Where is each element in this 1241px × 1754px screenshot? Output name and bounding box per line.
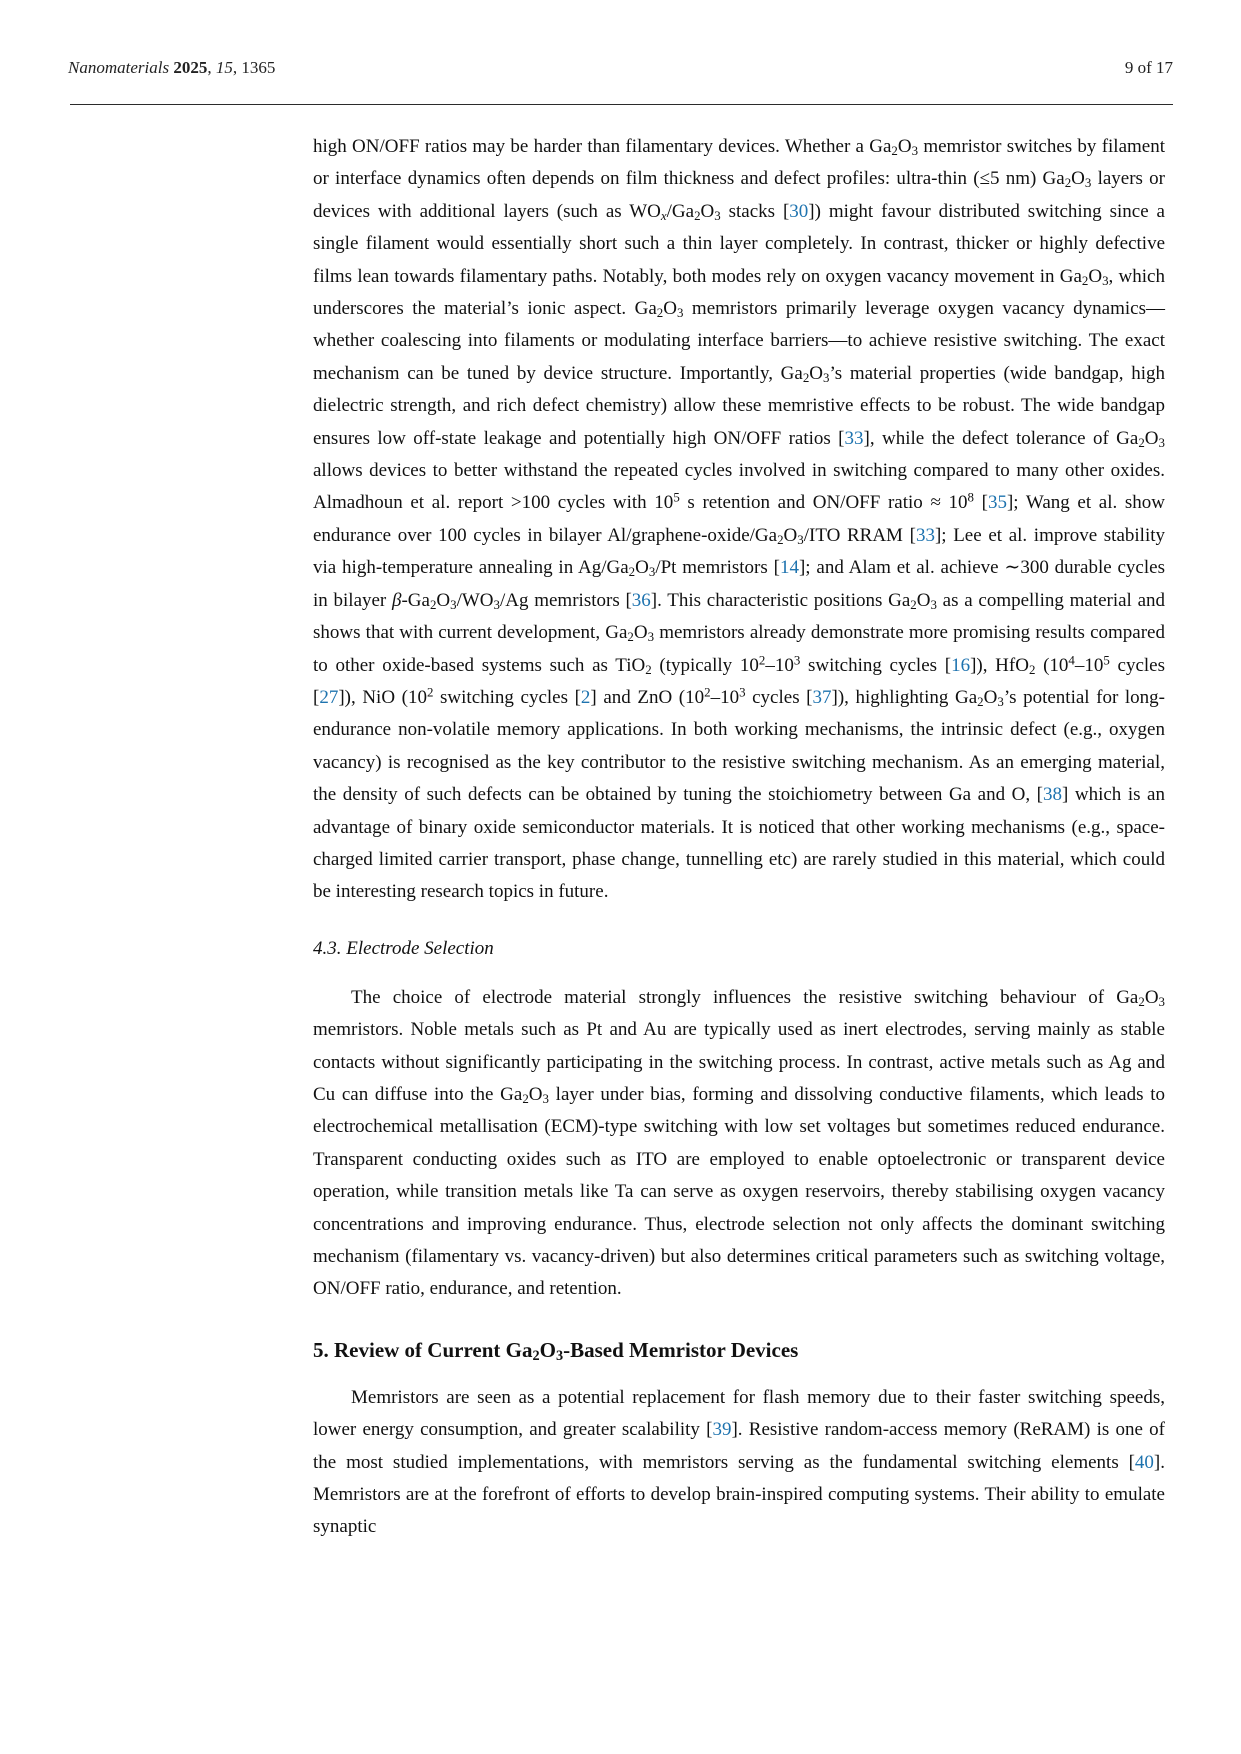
text-run: O [809,362,823,384]
text-run: 3 [1158,993,1165,1009]
citation-link[interactable]: 16 [951,654,971,676]
text-run: 2 [532,1347,540,1364]
text-run: 2 [704,684,711,700]
text-run: O [983,686,998,708]
text-run: /ITO RRAM [ [803,524,916,546]
text-run: memristor switches by filament or interface dynamics often depends on film thickness and defect profiles: ultra-thin (≤5 nm) Ga [313,136,1166,190]
text-run: ]; Lee et al. improve stability via high-temperature annealing in Ag/Ga [313,524,1166,579]
text-run: (10 [1035,654,1069,676]
text-run: /Ga [666,200,695,222]
text-run: s retention and ON/OFF ratio ≈ 10 [679,492,968,514]
text-run: 3 [911,142,919,158]
text-run: Memristors are seen as a potential replacement for flash memory due to their faster switching speeds, lower energy consumption, and greater scalability [ [313,1386,1165,1441]
text-run: 2 [1138,993,1145,1009]
text-run: /Pt memristors [ [655,557,780,579]
text-run: cycles [ [745,686,813,708]
text-run: O [700,200,715,222]
text-run: 4.3. Electrode Selection [313,937,494,959]
text-run: Nanomaterials [68,58,170,77]
text-run: –10 [1074,654,1104,676]
text-run: 2 [645,661,652,677]
text-run: 15 [215,58,233,77]
text-run: ]. This characteristic positions Ga [650,589,911,611]
text-run: 3 [1158,434,1165,450]
text-run: 3 [793,652,801,668]
text-run: 3 [930,596,937,612]
text-run: 3 [542,1090,549,1106]
text-run: ] which is an advantage of binary oxide semiconductor materials. It is noticed that other working mechanisms (e.g., space-charged limited carrier transport, phase change, tunnelling etc) are rarely studied in this material, which could be interesting research topics in future. [313,784,1165,903]
page-body [313,131,1165,1544]
citation-link[interactable]: 2 [580,686,591,708]
text-run: 3 [714,207,721,223]
text-run: ]; and Alam et al. achieve ∼300 durable cycles in bilayer [313,557,1165,611]
text-run: 2 [1064,175,1072,191]
text-run: O [1088,265,1103,287]
text-run: 4 [1068,652,1075,668]
text-run: ]) might favour distributed switching since a single filament would essentially short such a thin layer completely. In contrast, thicker or highly defective films lean towards filamentary paths. Notably, both modes rely on oxygen vacancy movement in Ga [313,200,1165,287]
text-run: 3 [823,369,830,385]
text-run: 2 [758,652,766,668]
text-run: O [1144,427,1159,449]
text-run: 3 [1102,272,1109,288]
text-run: -Ga [401,589,430,611]
running-header [68,58,1173,78]
text-run: /Ag memristors [ [499,589,632,611]
text-run: ] and ZnO (10 [590,686,705,708]
text-run: 2 [1081,272,1089,288]
text-run: 2 [426,684,434,700]
text-run: stacks [ [720,200,790,222]
text-run: 5 [1103,652,1110,668]
text-run: memristors already demonstrate more promising results compared to other oxide-based systems such as TiO [313,622,1165,676]
citation-link[interactable]: 40 [1134,1451,1154,1473]
text-run: O [1071,168,1085,190]
text-run: 2 [777,531,784,547]
text-run: ]; Wang et al. show endurance over 100 cycles in bilayer Al/graphene-oxide/Ga [313,492,1166,546]
text-run: β [392,589,402,611]
citation-link[interactable]: 35 [987,492,1007,514]
text-run: O [528,1083,543,1105]
text-run: 3 [739,684,746,700]
text-run: memristors primarily leverage oxygen vacancy dynamics—whether coalescing into filaments or modulating interface barriers—to achieve resistive switching. The exact mechanism can be tuned by device structure. Importantly, Ga [313,298,1165,384]
text-run: O [539,1337,556,1362]
text-run: allows devices to better withstand the repeated cycles involved in switching compared to many other oxides. Almadhoun et al. report >100 cycles with 10 [313,460,1165,514]
citation-link[interactable]: 36 [631,589,651,611]
page-number: 9 of 17 [1124,58,1173,77]
text-run: cycles [ [313,654,1165,708]
text-run: switching cycles [ [800,654,952,676]
text-run: high ON/OFF ratios may be harder than filamentary devices. Whether a Ga [313,136,892,157]
text-run: 3 [648,564,656,580]
subsection-heading-electrode-selection [313,933,1165,965]
text-run: 5. Review of Current Ga [313,1337,533,1362]
text-run: O [635,557,649,579]
text-run: -Based Memristor Devices [563,1337,799,1362]
text-run: (typically 10 [651,654,759,676]
paragraph-switching-mechanisms [313,131,1165,909]
text-run: 3 [555,1347,564,1364]
text-run: 3 [493,596,500,612]
text-run: ]. Memristors are at the forefront of efforts to develop brain-inspired computing systems. Their ability to emulate synaptic [313,1451,1165,1538]
text-run: –10 [710,686,740,708]
text-run: 2 [656,304,664,320]
text-run: 3 [797,531,804,547]
text-run: x [660,207,667,223]
text-run: 2 [977,693,984,709]
text-run: 2 [1028,661,1036,677]
text-run: 3 [997,693,1004,709]
citation-link[interactable]: 30 [789,200,809,222]
journal-citation [68,58,275,78]
text-run: 3 [647,628,655,644]
text-run: 5 [673,490,680,506]
text-run: O [436,589,451,611]
citation-link[interactable]: 38 [1042,784,1062,806]
text-run: [ [974,492,988,514]
text-run: O [916,589,931,611]
text-run: 2 [694,207,701,223]
citation-link[interactable]: 33 [915,524,935,546]
text-run: layer under bias, forming and dissolving conductive filaments, which leads to electrochemical metallisation (ECM)-type switching with low set voltages but sometimes reduced endurance. Transparent conducting oxides such as ITO are employed to enable optoelectronic or transparent device operation, while transition metals like Ta can serve as oxygen reservoirs, thereby stabilising oxygen vacancy concentrations and improving endurance. Thus, electrode selection not only affects the dominant switching mechanism (filamentary vs. vacancy-driven) but also determines critical parameters such as switching voltage, ON/OFF ratio, endurance, and retention. [313,1083,1165,1300]
text-run: 2 [429,596,437,612]
header-divider [70,104,1173,105]
text-run: ’s material properties (wide bandgap, high dielectric strength, and rich defect chemistry) allow these memristive effects to be robust. The wide bandgap ensures low off-state leakage and potentially high ON/OFF ratios [ [313,362,1165,449]
text-run: , [207,58,216,77]
text-run: The choice of electrode material strongly influences the resistive switching behaviour of Ga [351,986,1139,1008]
text-run: switching cycles [ [433,686,581,708]
text-run: O [1144,986,1159,1008]
text-run: , 1365 [232,58,276,77]
paragraph-memristor-review [313,1382,1165,1544]
text-run: as a compelling material and shows that with current development, Ga [313,589,1166,644]
section-heading-review-devices [313,1333,1165,1367]
citation-link[interactable]: 39 [712,1419,732,1441]
text-run: , which underscores the material’s ionic aspect. Ga [313,265,1165,320]
text-run: O [663,298,677,320]
text-run: 2025 [173,58,208,77]
text-run: ], while the defect tolerance of Ga [863,427,1139,449]
text-run: ]. Resistive random-access memory (ReRAM) is one of the most studied implementations, with memristors serving as the fundamental switching elements [ [313,1419,1165,1473]
text-run: 2 [910,596,917,612]
text-run: ]), HfO [970,654,1029,676]
text-run: ]), highlighting Ga [831,686,978,708]
text-run: 2 [522,1090,529,1106]
text-run: 3 [1084,175,1092,191]
citation-link[interactable]: 33 [844,427,864,449]
citation-link[interactable]: 27 [319,686,339,708]
text-run: /WO [456,589,494,611]
text-run: 2 [802,369,810,385]
text-run: 2 [891,142,898,158]
text-run: –10 [765,654,794,676]
text-run: O [783,524,798,546]
citation-link[interactable]: 14 [779,557,799,579]
text-run: O [897,136,912,157]
text-run: ]), NiO (10 [338,686,427,708]
text-run: ’s potential for long-endurance non-volatile memory applications. In both working mechanisms, the intrinsic defect (e.g., oxygen vacancy) is recognised as the key contributor to the resistive switching mechanism. As an emerging material, the density of such defects can be obtained by tuning the stoichiometry between Ga and O, [ [313,686,1166,806]
text-run: memristors. Noble metals such as Pt and Au are typically used as inert electrodes, serving mainly as stable contacts without significantly participating in the switching process. In contrast, active metals such as Ag and Cu can diffuse into the Ga [313,1019,1165,1105]
text-run: 2 [1138,434,1145,450]
paragraph-electrode-selection [313,982,1165,1306]
text-run: 2 [627,628,634,644]
text-run: layers or devices with additional layers (such as WO [313,168,1165,222]
text-run: 2 [628,564,636,580]
text-run: O [633,622,648,644]
text-run: 3 [676,304,684,320]
citation-link[interactable]: 37 [812,686,832,708]
text-run: 8 [967,490,974,506]
text-run: 3 [450,596,457,612]
